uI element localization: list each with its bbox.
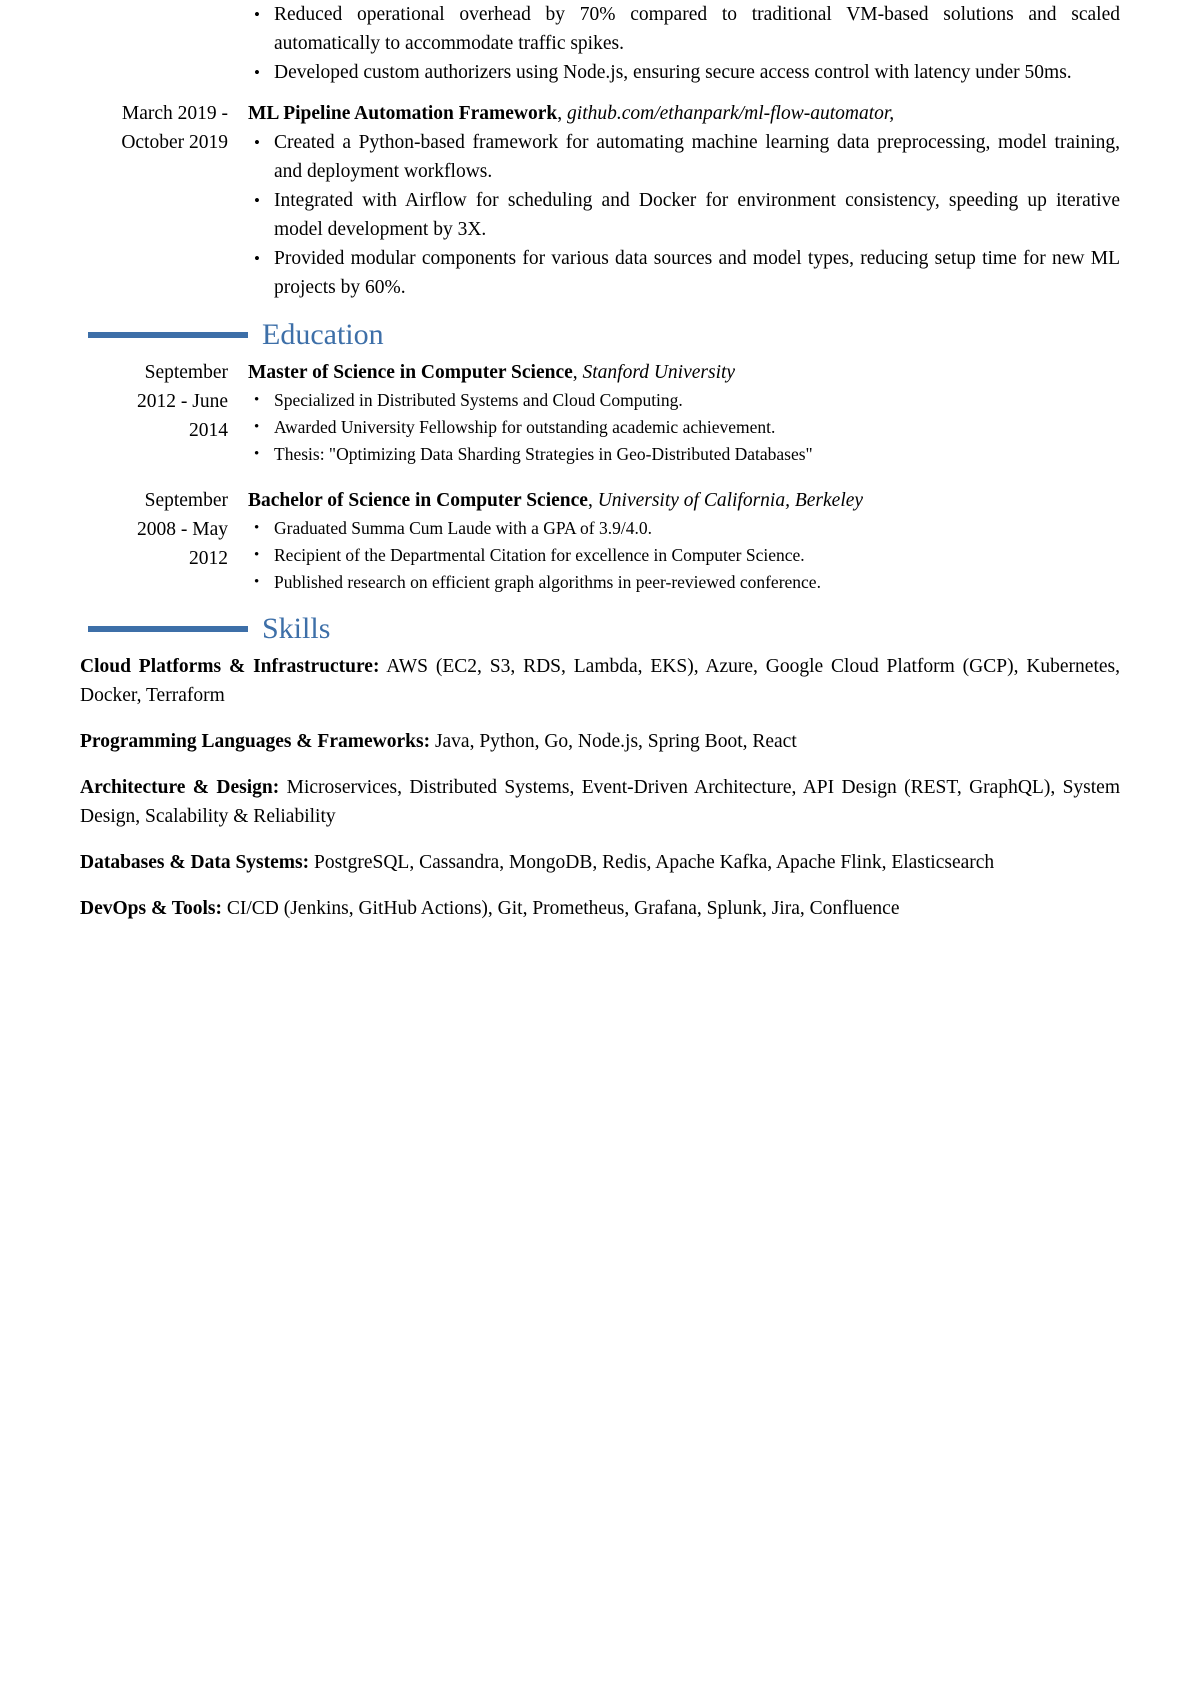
skill-items: Java, Python, Go, Node.js, Spring Boot, React: [434, 731, 797, 752]
date-line: September: [144, 362, 228, 383]
list-item: • Provided modular components for various data sources and model types, reducing setup time for new ML projects by 60%.: [248, 244, 1120, 302]
project-body: [238, 99, 1120, 302]
list-item: • Integrated with Airflow for scheduling and Docker for environment consistency, speeding up iterative model development by 3X.: [248, 186, 1120, 244]
education-body: [238, 486, 1120, 596]
list-item: • Graduated Summa Cum Laude with a GPA of 3.9/4.0.: [248, 515, 1120, 542]
education-bullet-list: [248, 515, 1120, 596]
skills-list: [80, 652, 1120, 923]
title-separator: ,: [572, 362, 578, 383]
project-link: github.com/ethanpark/ml-flow-automator,: [567, 103, 895, 124]
list-item: • Awarded University Fellowship for outstanding academic achievement.: [248, 414, 1120, 441]
spacer: [0, 468, 1190, 486]
education-date-range: [80, 486, 238, 573]
title-separator: ,: [557, 103, 563, 124]
continued-bullet-list: [248, 0, 1120, 87]
skill-row: [80, 848, 1120, 877]
list-item: • Specialized in Distributed Systems and Cloud Computing.: [248, 387, 1120, 414]
skill-category-label: Programming Languages & Frameworks:: [80, 731, 431, 752]
continued-experience-entry: [80, 0, 1120, 87]
skill-row: [80, 652, 1120, 710]
degree-title-line: [248, 486, 1120, 515]
list-item: • Developed custom authorizers using Node.js, ensuring secure access control with latency under 50ms.: [248, 58, 1120, 87]
date-line: March 2019 -: [121, 103, 228, 124]
spacer: [0, 87, 1190, 99]
section-title-skills: Skills: [262, 612, 331, 645]
project-bullet-list: [248, 128, 1120, 302]
date-line: September: [144, 490, 228, 511]
list-item: • Created a Python-based framework for automating machine learning data preprocessing, model training, and deployment workflows.: [248, 128, 1120, 186]
degree-name: Bachelor of Science in Computer Science: [248, 490, 588, 511]
education-body: [238, 358, 1120, 468]
skill-items: AWS (EC2, S3, RDS, Lambda, EKS), Azure, Google Cloud Platform (GCP), Kubernetes, Docker, Terraform: [80, 656, 1120, 706]
continued-bullets-column: [238, 0, 1120, 87]
project-title-line: [248, 99, 1120, 128]
skill-items: PostgreSQL, Cassandra, MongoDB, Redis, Apache Kafka, Apache Flink, Elasticsearch: [313, 852, 995, 873]
institution-name: Stanford University: [582, 362, 736, 383]
section-header-education: [88, 318, 1128, 352]
skill-category-label: Databases & Data Systems:: [80, 852, 310, 873]
degree-name: Master of Science in Computer Science: [248, 362, 573, 383]
section-title-education: Education: [262, 318, 384, 351]
project-entry-ml-pipeline: [80, 99, 1120, 302]
section-rule-icon: [88, 332, 248, 338]
list-item: • Recipient of the Departmental Citation for excellence in Computer Science.: [248, 542, 1120, 569]
project-date-range: [80, 99, 238, 157]
institution-name: University of California, Berkeley: [597, 490, 864, 511]
skill-items: CI/CD (Jenkins, GitHub Actions), Git, Prometheus, Grafana, Splunk, Jira, Confluence: [226, 898, 900, 919]
date-line: 2014: [189, 420, 228, 441]
degree-title-line: [248, 358, 1120, 387]
date-line: October 2019: [121, 132, 228, 153]
date-line: 2012 - June: [137, 391, 228, 412]
skill-category-label: Architecture & Design:: [80, 777, 280, 798]
education-entry-masters: [80, 358, 1120, 468]
section-rule-icon: [88, 626, 248, 632]
project-title: ML Pipeline Automation Framework: [248, 103, 558, 124]
list-item: • Reduced operational overhead by 70% compared to traditional VM-based solutions and scaled automatically to accommodate traffic spikes.: [248, 0, 1120, 58]
list-item: • Thesis: "Optimizing Data Sharding Strategies in Geo-Distributed Databases": [248, 441, 1120, 468]
title-separator: ,: [587, 490, 593, 511]
education-entry-bachelors: [80, 486, 1120, 596]
list-item: • Published research on efficient graph algorithms in peer-reviewed conference.: [248, 569, 1120, 596]
education-date-range: [80, 358, 238, 445]
date-line: 2008 - May: [137, 519, 228, 540]
date-line: 2012: [189, 548, 228, 569]
education-bullet-list: [248, 387, 1120, 468]
skill-row: [80, 773, 1120, 831]
skill-row: [80, 894, 1120, 923]
skill-category-label: Cloud Platforms & Infrastructure:: [80, 656, 380, 677]
skill-items: Microservices, Distributed Systems, Event-Driven Architecture, API Design (REST, GraphQL), System Design, Scalability & Reliability: [80, 777, 1120, 827]
skill-category-label: DevOps & Tools:: [80, 898, 222, 919]
section-header-skills: [88, 612, 1128, 646]
skill-row: [80, 727, 1120, 756]
